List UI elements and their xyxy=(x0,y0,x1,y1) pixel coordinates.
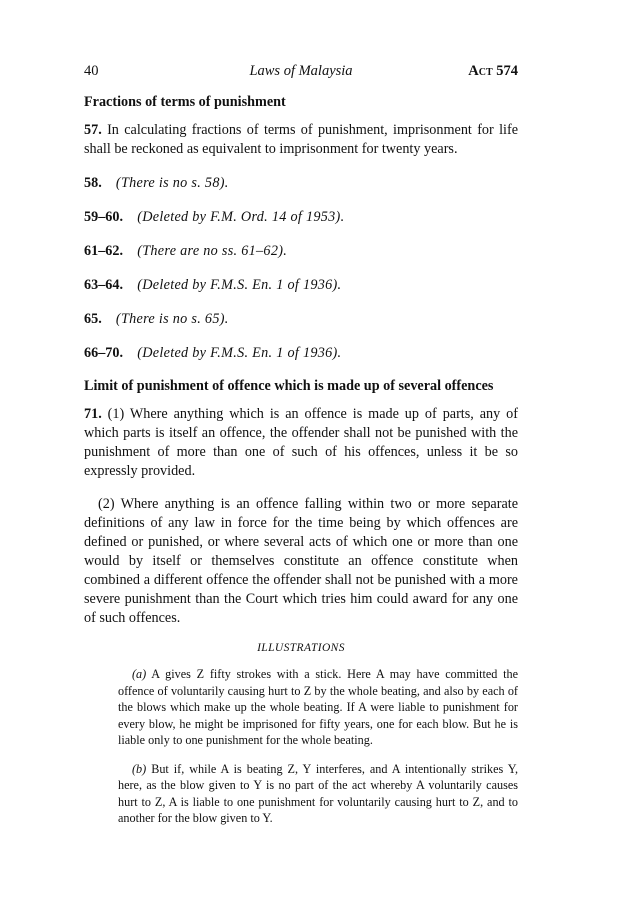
section-57 xyxy=(84,121,518,159)
section-66-70 xyxy=(84,344,518,363)
illustration-label: (b) xyxy=(132,761,147,776)
illustration-label: (a) xyxy=(132,667,147,681)
page-number: 40 xyxy=(84,63,99,79)
illustration-b xyxy=(118,761,518,827)
section-text: (There are no ss. 61–62). xyxy=(137,243,288,259)
section-58 xyxy=(84,174,518,193)
section-number: 63–64. xyxy=(84,277,124,293)
section-65 xyxy=(84,310,518,329)
illustration-text: A gives Z fifty strokes with a stick. Here A may have committed the offence of voluntarily causing hurt to Z by the whole beating, and also by each of the blows which make up the whole beating. If A were liable to punishment for every blow, he might be imprisoned for fifty years, one for each blow. But he is liable only to one punishment for the whole beating. xyxy=(118,667,519,747)
section-59-60 xyxy=(84,208,518,227)
illustrations-heading: ILLUSTRATIONS xyxy=(257,642,345,654)
section-text: (1) Where anything which is an offence is made up of parts, any of which parts is itself an offence, the offender shall not be punished with the punishment of more than one of such of his offences, unless it be so expressly provided. xyxy=(84,406,518,479)
running-title: Laws of Malaysia xyxy=(249,63,353,79)
section-text: (Deleted by F.M.S. En. 1 of 1936). xyxy=(137,277,342,293)
section-text: In calculating fractions of terms of punishment, imprisonment for life shall be reckoned as equivalent to imprisonment for twenty years. xyxy=(84,122,518,157)
section-heading-fractions: Fractions of terms of punishment xyxy=(84,94,286,110)
illustration-text: But if, while A is beating Z, Y interferes, and A intentionally strikes Y, here, as the blow given to Y is no part of the act whereby A voluntarily causes hurt to Z, A is liable to one punishment for voluntarily causing hurt to Z, and to another for the blow given to Y. xyxy=(118,761,519,825)
section-number: 65. xyxy=(84,311,102,327)
section-number: 57. xyxy=(84,122,102,138)
section-number: 61–62. xyxy=(84,243,124,259)
illustration-a xyxy=(118,666,518,749)
section-number: 71. xyxy=(84,406,102,422)
document-page xyxy=(84,60,518,827)
section-number: 66–70. xyxy=(84,345,124,361)
section-71-1 xyxy=(84,405,518,481)
page-header xyxy=(84,60,518,82)
section-71-2: (2) Where anything is an offence falling within two or more separate definitions of any law in force for the time being by which offences are defined or punished, or where several acts of which one or more than one would by itself or themselves constitute an offence constitute when combined a different offence the offender shall not be punished with a more severe punishment than the Court which tries him could award for any one of such offences. xyxy=(84,496,518,626)
section-63-64 xyxy=(84,276,518,295)
section-text: (There is no s. 58). xyxy=(115,175,229,191)
section-heading-limit: Limit of punishment of offence which is made up of several offences xyxy=(84,378,494,394)
act-number: Act 574 xyxy=(468,63,518,79)
section-number: 59–60. xyxy=(84,209,124,225)
section-text: (There is no s. 65). xyxy=(115,311,229,327)
section-61-62 xyxy=(84,242,518,261)
section-text: (Deleted by F.M.S. En. 1 of 1936). xyxy=(137,345,342,361)
section-text: (Deleted by F.M. Ord. 14 of 1953). xyxy=(137,209,345,225)
section-number: 58. xyxy=(84,175,102,191)
